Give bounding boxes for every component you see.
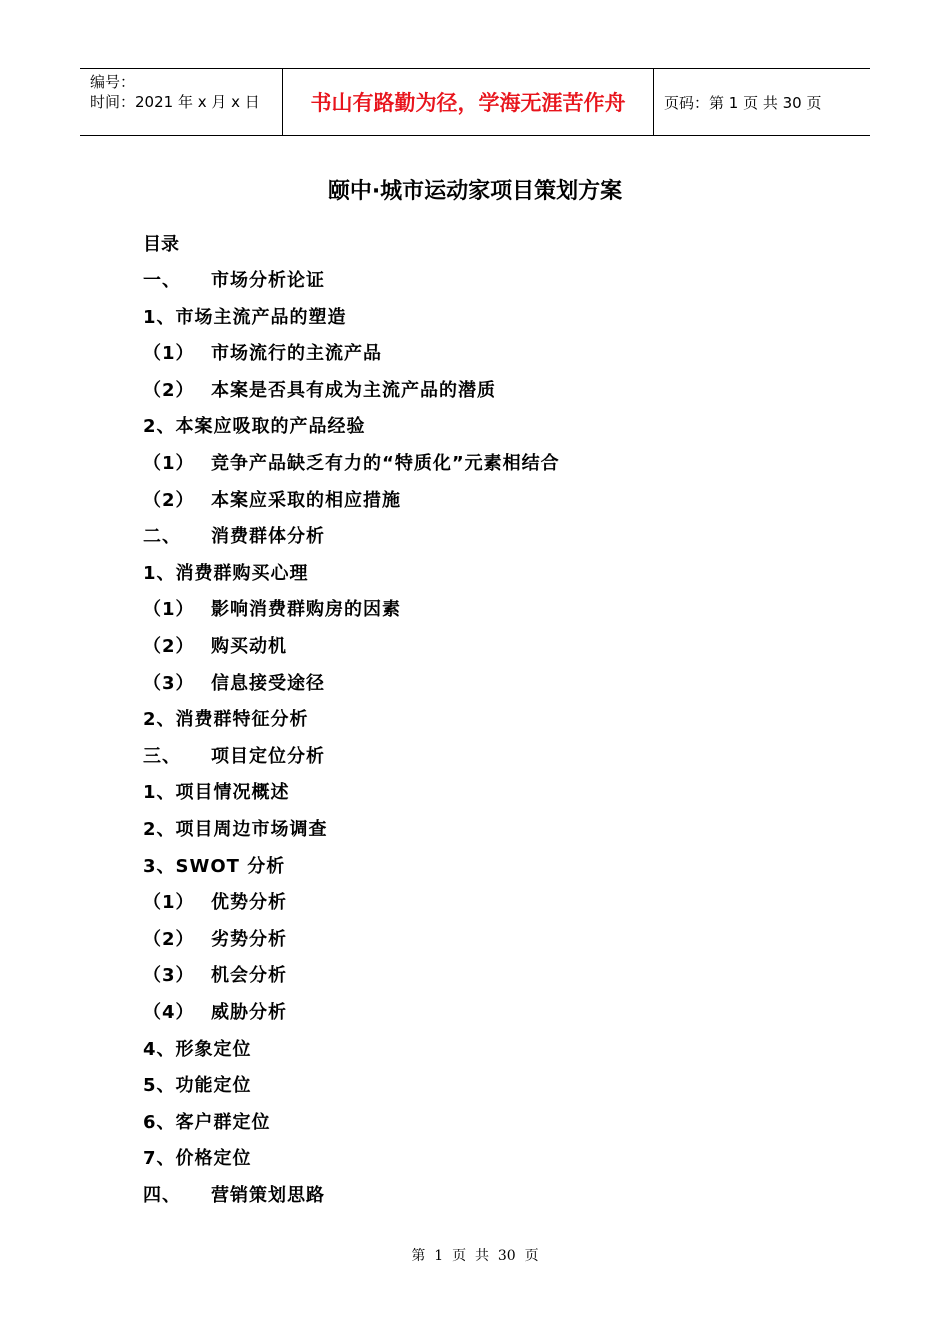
toc-item-label: 威胁分析 [211, 1002, 287, 1023]
toc-item [143, 780, 290, 806]
toc-item [143, 817, 328, 843]
toc-item [143, 524, 325, 550]
toc-item-number: 5、 [143, 1075, 176, 1096]
toc-item-number: 7、 [143, 1148, 176, 1169]
toc-item-number: （1） [143, 599, 195, 620]
toc-item [143, 1037, 252, 1063]
toc-item-number: 2、 [143, 819, 176, 840]
toc-item-label: 本案应吸取的产品经验 [175, 416, 366, 437]
toc-item-number: （2） [143, 490, 195, 511]
toc-item-number: 1、 [143, 307, 176, 328]
header-motto-cell [282, 69, 654, 135]
toc-item [143, 671, 325, 697]
toc-item [143, 1000, 287, 1026]
toc-item-number: 三、 [143, 746, 181, 767]
toc-item-number: （3） [143, 965, 195, 986]
toc-item-label: 劣势分析 [211, 929, 287, 950]
toc-item [143, 854, 285, 880]
toc-item-number: 1、 [143, 782, 176, 803]
toc-item-number: 1、 [143, 563, 176, 584]
toc-item-number: （1） [143, 343, 195, 364]
toc-item-number: 一、 [143, 270, 181, 291]
toc-item-number: 2、 [143, 416, 176, 437]
toc-item [143, 744, 325, 770]
toc-item-number: 2、 [143, 709, 176, 730]
toc-item-number: （2） [143, 380, 195, 401]
toc-item-number: 4、 [143, 1039, 176, 1060]
toc-item-label: 消费群购买心理 [175, 563, 309, 584]
toc-item-number: （4） [143, 1002, 195, 1023]
toc-item-number: （2） [143, 636, 195, 657]
toc-item-label: 价格定位 [175, 1148, 252, 1169]
toc-item [143, 890, 287, 916]
toc-item [143, 707, 309, 733]
header-time-label: 时间：2021 年 x 月 x 日 [90, 93, 260, 111]
toc-item-number: 四、 [143, 1185, 181, 1206]
header-motto: 书山有路勤为径，学海无涯苦作舟 [310, 91, 626, 115]
toc-item-label: 本案是否具有成为主流产品的潜质 [211, 380, 496, 401]
toc-item-label: 功能定位 [175, 1075, 252, 1096]
header-number-label: 编号： [90, 73, 136, 91]
toc-item-number: （1） [143, 892, 195, 913]
document-title: 颐中·城市运动家项目策划方案 [327, 179, 623, 204]
page-header [80, 68, 870, 136]
toc-item-label: 形象定位 [175, 1039, 252, 1060]
toc-item [143, 341, 382, 367]
toc-item [143, 1146, 252, 1172]
header-meta-cell [80, 69, 282, 135]
toc-item [143, 488, 401, 514]
toc-item-label: SWOT 分析 [175, 856, 286, 877]
toc-item-label: 市场主流产品的塑造 [175, 307, 347, 328]
toc-item [143, 305, 347, 331]
toc-item-label: 消费群特征分析 [175, 709, 309, 730]
header-page-info: 页码：第 1 页 共 30 页 [664, 94, 822, 112]
toc-item-label: 项目定位分析 [211, 746, 325, 767]
toc-item-label: 项目周边市场调查 [175, 819, 328, 840]
toc-item-label: 客户群定位 [175, 1112, 271, 1133]
toc-item-label: 市场分析论证 [211, 270, 325, 291]
toc-item-number: （2） [143, 929, 195, 950]
toc-item-label: 优势分析 [211, 892, 287, 913]
toc-item-label: 机会分析 [211, 965, 287, 986]
toc-heading: 目录 [143, 234, 179, 255]
toc-item-label: 信息接受途径 [211, 673, 325, 694]
toc-item [143, 561, 309, 587]
page-footer: 第 1 页 共 30 页 [411, 1248, 539, 1264]
toc-item-label: 竞争产品缺乏有力的“特质化”元素相结合 [211, 453, 560, 474]
toc-item-number: 3、 [143, 856, 176, 877]
toc-item-number: （3） [143, 673, 195, 694]
header-page-cell [654, 69, 870, 135]
toc-item-label: 购买动机 [211, 636, 287, 657]
toc-item [143, 963, 287, 989]
toc-item-label: 项目情况概述 [175, 782, 290, 803]
toc-item [143, 451, 560, 477]
toc-item-number: （1） [143, 453, 195, 474]
toc-item-label: 营销策划思路 [211, 1185, 325, 1206]
toc-item [143, 378, 496, 404]
toc-item [143, 1183, 325, 1209]
toc-item [143, 414, 366, 440]
toc-item [143, 268, 325, 294]
toc-item [143, 1110, 271, 1136]
toc-item [143, 597, 401, 623]
toc-item-label: 影响消费群购房的因素 [211, 599, 401, 620]
toc-item-label: 市场流行的主流产品 [211, 343, 382, 364]
toc-item-number: 6、 [143, 1112, 176, 1133]
toc-item [143, 1073, 252, 1099]
toc-item-number: 二、 [143, 526, 181, 547]
toc-item-label: 本案应采取的相应措施 [211, 490, 401, 511]
toc-item-label: 消费群体分析 [211, 526, 325, 547]
toc-item [143, 927, 287, 953]
toc-item [143, 634, 287, 660]
